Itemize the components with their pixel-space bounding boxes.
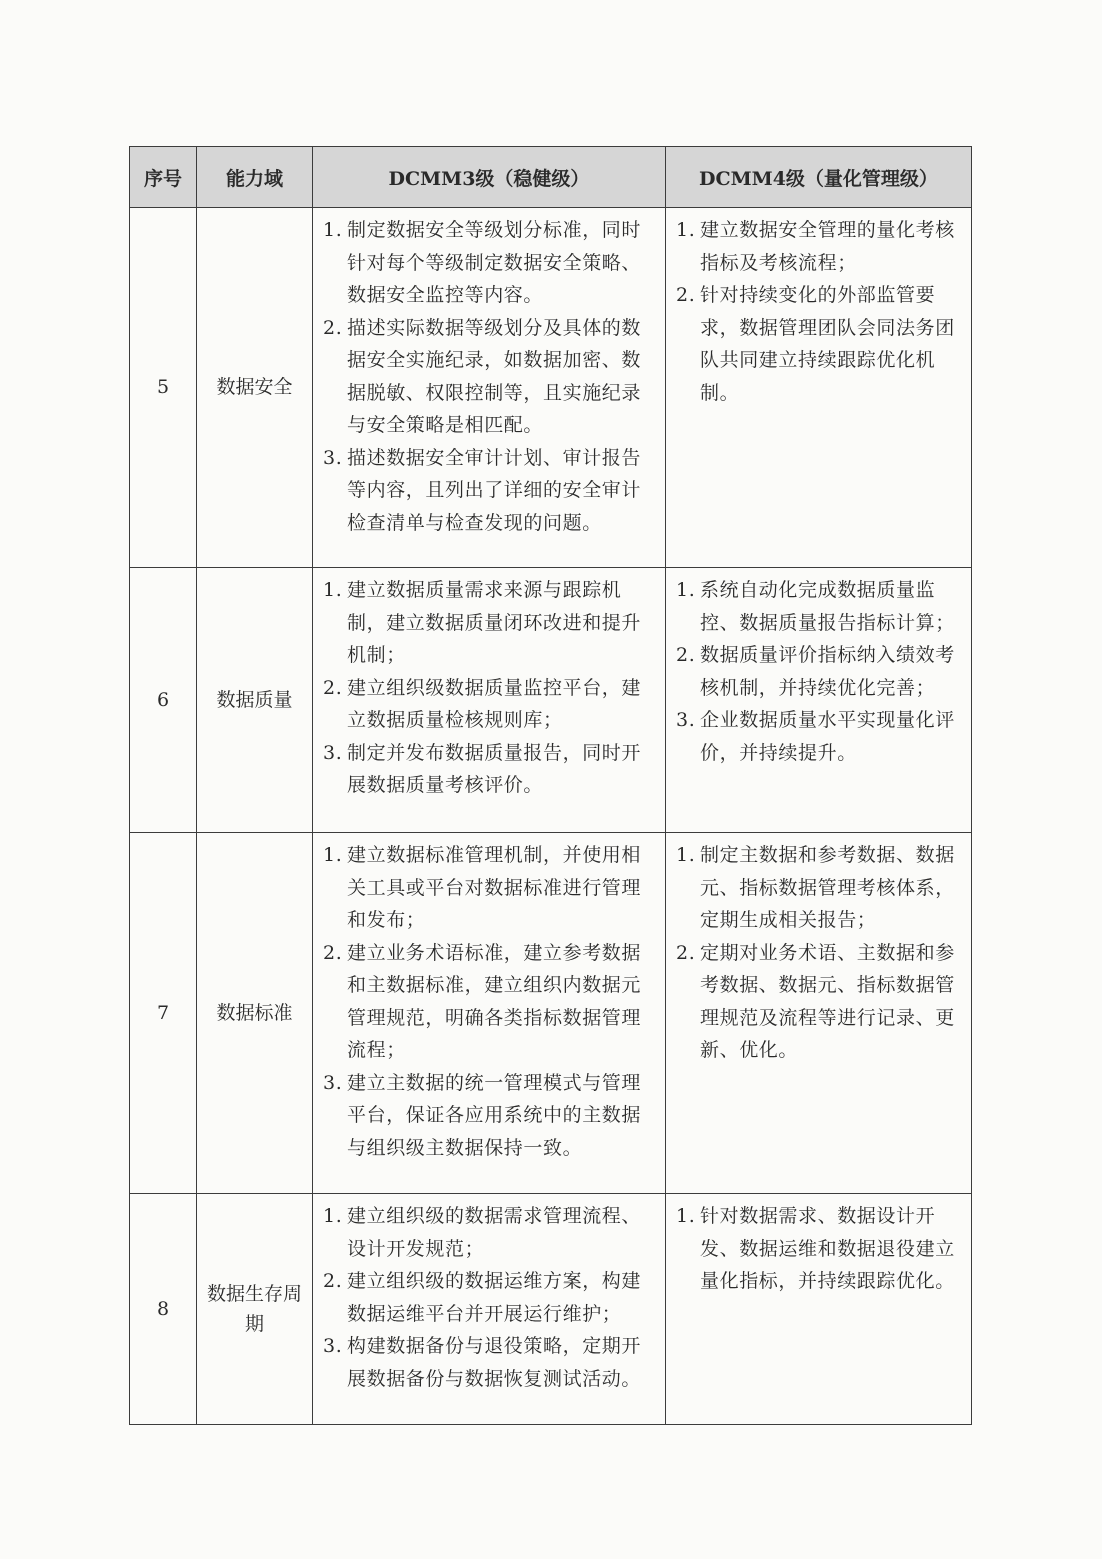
table-header-row bbox=[130, 147, 972, 208]
row-index: 6 bbox=[130, 568, 197, 833]
list-item: 2. 针对持续变化的外部监管要求，数据管理团队会同法务团队共同建立持续跟踪优化机制。 bbox=[676, 284, 955, 404]
list-item: 1. 制定主数据和参考数据、数据元、指标数据管理考核体系，定期生成相关报告； bbox=[676, 844, 955, 931]
list-item: 2. 定期对业务术语、主数据和参考数据、数据元、指标数据管理规范及流程等进行记录、更新、优化。 bbox=[676, 941, 955, 1061]
row-index: 7 bbox=[130, 833, 197, 1194]
list-item: 1. 制定数据安全等级划分标准，同时针对每个等级制定数据安全策略、数据安全监控等内容。 bbox=[323, 219, 642, 306]
row-domain: 数据标准 bbox=[197, 833, 313, 1194]
row-domain: 数据质量 bbox=[197, 568, 313, 833]
header-level3: DCMM3级（稳健级） bbox=[313, 147, 666, 208]
list-item: 1. 系统自动化完成数据质量监控、数据质量报告指标计算； bbox=[676, 579, 955, 634]
list-item: 2. 建立组织级的数据运维方案，构建数据运维平台并开展运行维护； bbox=[323, 1270, 642, 1325]
level4-cell bbox=[666, 1194, 972, 1425]
list-item: 2. 建立业务术语标准，建立参考数据和主数据标准，建立组织内数据元管理规范，明确各类指标数据管理流程； bbox=[323, 941, 642, 1061]
document-page bbox=[129, 146, 971, 1425]
list-item: 2. 数据质量评价指标纳入绩效考核机制，并持续优化完善； bbox=[676, 644, 955, 699]
list-item: 2. 描述实际数据等级划分及具体的数据安全实施纪录，如数据加密、数据脱敏、权限控制等，且实施纪录与安全策略是相匹配。 bbox=[323, 316, 642, 436]
list-item: 1. 针对数据需求、数据设计开发、数据运维和数据退役建立量化指标，并持续跟踪优化。 bbox=[676, 1205, 955, 1292]
list-item: 1. 建立组织级的数据需求管理流程、设计开发规范； bbox=[323, 1205, 642, 1260]
list-item: 2. 建立组织级数据质量监控平台，建立数据质量检核规则库； bbox=[323, 676, 642, 731]
row-index: 5 bbox=[130, 208, 197, 568]
list-item: 3. 建立主数据的统一管理模式与管理平台，保证各应用系统中的主数据与组织级主数据保持一致。 bbox=[323, 1071, 642, 1159]
list-item: 3. 制定并发布数据质量报告，同时开展数据质量考核评价。 bbox=[323, 741, 642, 796]
row-domain: 数据生存周期 bbox=[197, 1194, 313, 1425]
table-row bbox=[130, 208, 972, 568]
level3-cell bbox=[313, 833, 666, 1194]
header-domain: 能力域 bbox=[197, 147, 313, 208]
row-index: 8 bbox=[130, 1194, 197, 1425]
list-item: 1. 建立数据安全管理的量化考核指标及考核流程； bbox=[676, 219, 955, 274]
level3-cell bbox=[313, 568, 666, 833]
row-domain: 数据安全 bbox=[197, 208, 313, 568]
level3-cell bbox=[313, 208, 666, 568]
level4-cell bbox=[666, 208, 972, 568]
level4-cell bbox=[666, 833, 972, 1194]
level3-cell bbox=[313, 1194, 666, 1425]
list-item: 3. 构建数据备份与退役策略，定期开展数据备份与数据恢复测试活动。 bbox=[323, 1335, 642, 1390]
header-level4: DCMM4级（量化管理级） bbox=[666, 147, 972, 208]
table-row bbox=[130, 1194, 972, 1425]
dcmm-level-table bbox=[129, 146, 972, 1425]
list-item: 3. 企业数据质量水平实现量化评价，并持续提升。 bbox=[676, 709, 955, 764]
header-index: 序号 bbox=[130, 147, 197, 208]
list-item: 3. 描述数据安全审计计划、审计报告等内容，且列出了详细的安全审计检查清单与检查发现的问题。 bbox=[323, 446, 642, 534]
table-row bbox=[130, 568, 972, 833]
list-item: 1. 建立数据质量需求来源与跟踪机制，建立数据质量闭环改进和提升机制； bbox=[323, 579, 642, 666]
table-row bbox=[130, 833, 972, 1194]
level4-cell bbox=[666, 568, 972, 833]
list-item: 1. 建立数据标准管理机制，并使用相关工具或平台对数据标准进行管理和发布； bbox=[323, 844, 642, 931]
